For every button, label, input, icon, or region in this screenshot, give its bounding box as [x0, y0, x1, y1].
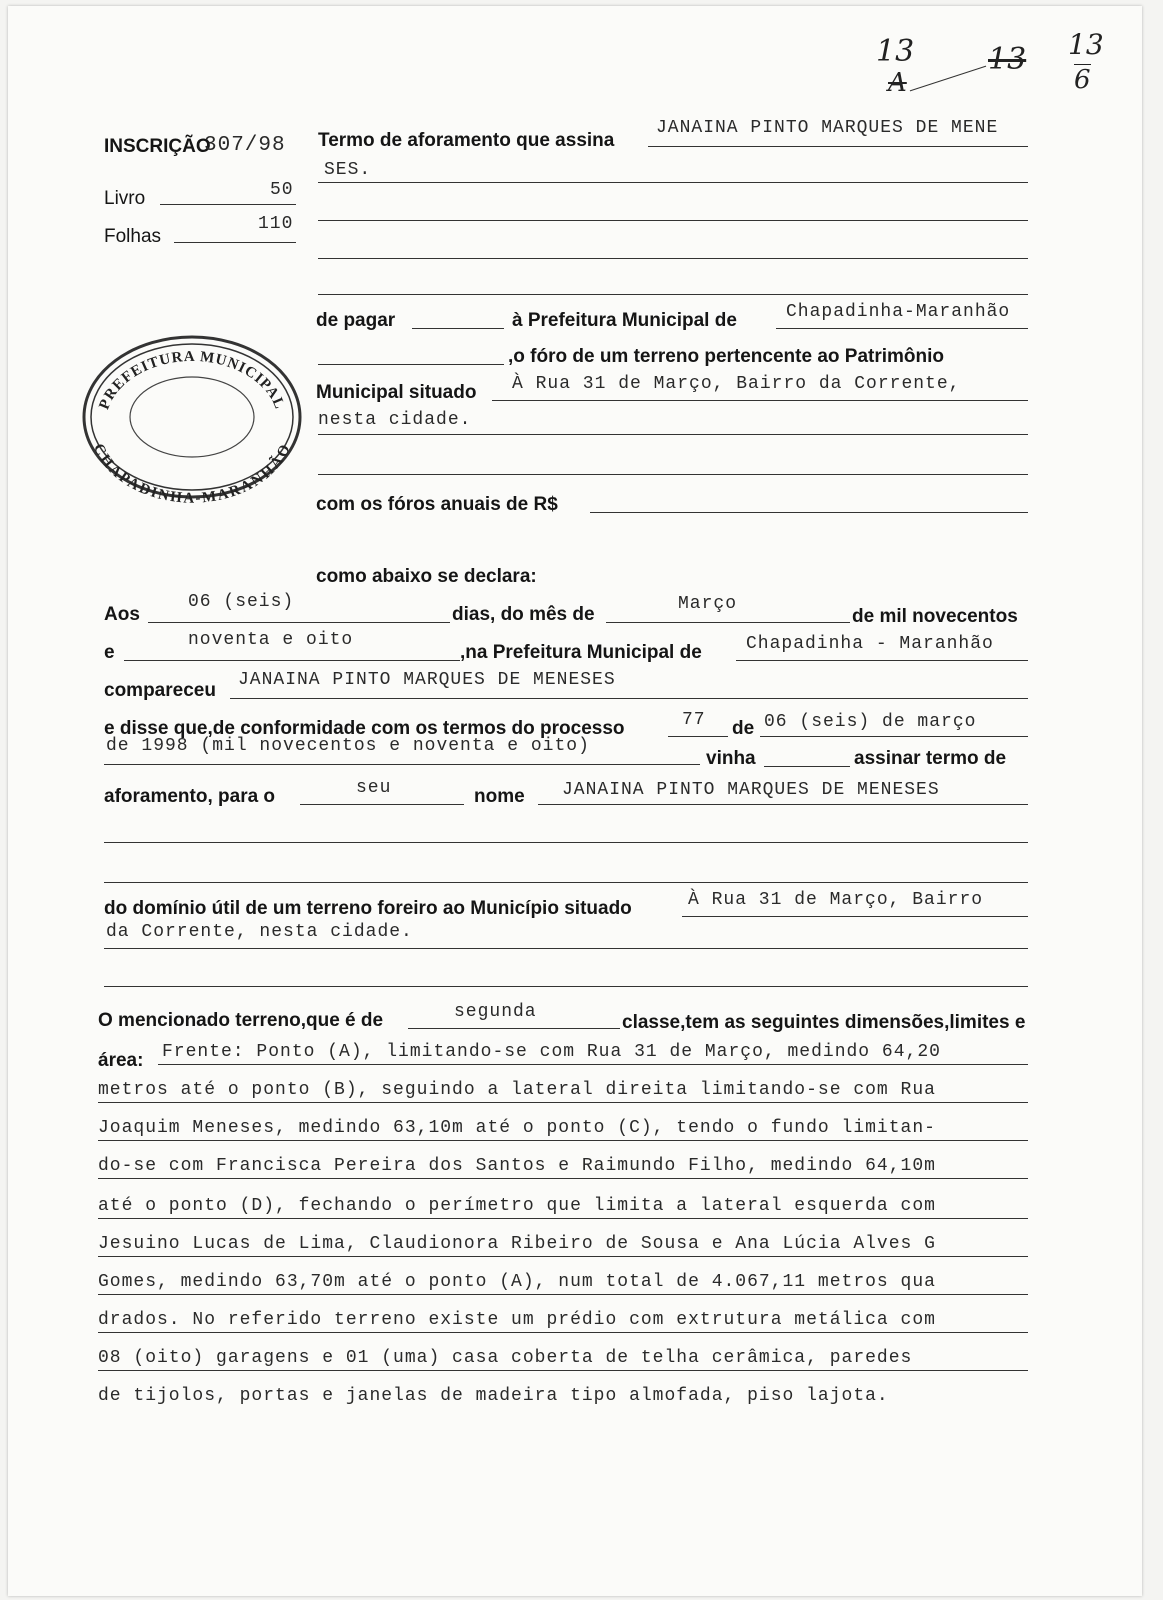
area-line-4: do-se com Francisca Pereira dos Santos e Raimundo Filho, medindo 64,10m [98, 1156, 936, 1176]
como-abaixo-label: como abaixo se declara: [316, 566, 537, 587]
prefeitura-label: à Prefeitura Municipal de [512, 310, 737, 331]
seu-value: seu [356, 778, 392, 798]
area-rule-9 [98, 1370, 1028, 1371]
de-pagar-label: de pagar [316, 310, 396, 331]
termo-label: Termo de aforamento que assina [318, 130, 615, 151]
municipal-stamp [78, 331, 306, 503]
area-line-2: metros até o ponto (B), seguindo a lateral direita limitando-se com Rua [98, 1080, 936, 1100]
area-line-10: de tijolos, portas e janelas de madeira tipo almofada, piso lajota. [98, 1386, 889, 1406]
area-rule-7 [98, 1294, 1028, 1295]
dias-mes-label: dias, do mês de [452, 604, 595, 625]
nome-2-line [538, 804, 1028, 805]
seu-line [300, 804, 464, 805]
handwritten-mark-d: 6 [1074, 65, 1091, 95]
stamp-bottom-text: CHAPADINHA-MARANHÃO [89, 441, 295, 503]
termo-name-1: JANAINA PINTO MARQUES DE MENE [656, 118, 999, 138]
livro-line [160, 204, 296, 205]
vinha-label: vinha [706, 748, 756, 769]
classe-text: classe,tem as seguintes dimensões,limites e [622, 1012, 1026, 1033]
data-processo-line [760, 736, 1028, 737]
termo-line-3 [318, 220, 1028, 221]
dia-value: 06 (seis) [188, 592, 295, 612]
assinar-label: assinar termo de [854, 748, 1007, 769]
area-line-8: drados. No referido terreno existe um prédio com extrutura metálica com [98, 1310, 936, 1330]
municipal-situado-label: Municipal situado [316, 382, 477, 403]
mencionado-label: O mencionado terreno,que é de [98, 1010, 384, 1031]
cidade-2-value: Chapadinha - Maranhão [746, 634, 994, 654]
na-prefeitura-label: ,na Prefeitura Municipal de [460, 642, 702, 663]
handwritten-mark-b: 13 [988, 42, 1027, 77]
area-rule-6 [98, 1256, 1028, 1257]
handwritten-mark-a: 13 [876, 34, 915, 69]
area-line-7: Gomes, medindo 63,70m até o ponto (A), num total de 4.067,11 metros qua [98, 1272, 936, 1292]
area-line-5: até o ponto (D), fechando o perímetro que limita a lateral esquerda com [98, 1196, 936, 1216]
situado-line-2 [318, 434, 1028, 435]
area-line-9: 08 (oito) garagens e 01 (uma) casa coberta de telha cerâmica, paredes [98, 1348, 913, 1368]
nome-label: nome [474, 786, 525, 807]
classe-line [408, 1028, 620, 1029]
area-label: área: [98, 1050, 144, 1071]
svg-text:CHAPADINHA-MARANHÃO [90, 441, 294, 503]
classe-value: segunda [454, 1002, 537, 1022]
foro-blank-line [318, 364, 504, 365]
processo-line [668, 736, 728, 737]
foros-anuais-line [590, 512, 1028, 513]
nome-2-value: JANAINA PINTO MARQUES DE MENESES [562, 780, 940, 800]
processo-value: 77 [682, 710, 706, 730]
nome-line-3 [104, 882, 1028, 883]
handwritten-strike-a: A [888, 68, 907, 98]
mil-novecentos-label: de mil novecentos [852, 606, 1018, 627]
folhas-value: 110 [258, 214, 294, 234]
folhas-label: Folhas [104, 226, 162, 247]
dominio-line-1 [682, 916, 1028, 917]
aos-label: Aos [104, 604, 140, 625]
handwritten-mark-c: 13 [1068, 28, 1104, 61]
nome-line-2 [104, 842, 1028, 843]
area-rule-8 [98, 1332, 1028, 1333]
area-rule-5 [98, 1218, 1028, 1219]
ano-value: noventa e oito [188, 630, 354, 650]
foro-text: ,o fóro de um terreno pertencente ao Patrimônio [508, 346, 945, 367]
area-line-3: Joaquim Meneses, medindo 63,10m até o ponto (C), tendo o fundo limitan- [98, 1118, 936, 1138]
folhas-line [174, 242, 296, 243]
data-processo-1-value: 06 (seis) de março [764, 712, 977, 732]
data-processo-2-value: de 1998 (mil novecentos e noventa e oito) [106, 736, 590, 756]
data-processo-line-2 [104, 764, 700, 765]
vinha-line [764, 766, 850, 767]
area-line-1: Frente: Ponto (A), limitando-se com Rua 31 de Março, medindo 64,20 [162, 1042, 941, 1062]
termo-line-1 [648, 146, 1028, 147]
area-rule-4 [98, 1178, 1028, 1179]
termo-line-2 [318, 182, 1028, 183]
dia-line [148, 622, 450, 623]
e-label: e [104, 642, 115, 663]
cidade-2-line [736, 660, 1028, 661]
document-page [8, 6, 1142, 1596]
situado-line-1 [492, 400, 1028, 401]
situado-1-value: À Rua 31 de Março, Bairro da Corrente, [512, 374, 961, 394]
cidade-1-line [776, 328, 1028, 329]
compareceu-label: compareceu [104, 680, 216, 701]
termo-name-2: SES. [324, 160, 372, 180]
stamp-top-text: PREFEITURA MUNICIPAL [96, 348, 288, 412]
dominio-1-value: À Rua 31 de Março, Bairro [688, 890, 984, 910]
situado-line-3 [318, 474, 1028, 475]
disse-que-label: e disse que,de conformidade com os termos do processo [104, 718, 625, 739]
ano-line [124, 660, 460, 661]
cidade-1-value: Chapadinha-Maranhão [786, 302, 1011, 322]
dominio-line-2 [104, 948, 1028, 949]
area-rule-1 [158, 1064, 1028, 1065]
foros-anuais-label: com os fóros anuais de R$ [316, 494, 558, 515]
de-label: de [732, 718, 755, 739]
area-rule-3 [98, 1140, 1028, 1141]
compareceu-line [230, 698, 1028, 699]
dominio-line-3 [104, 986, 1028, 987]
corner-stroke [910, 66, 986, 92]
livro-label: Livro [104, 188, 146, 209]
termo-line-4 [318, 258, 1028, 259]
inscricao-value: 307/98 [204, 134, 286, 157]
situado-2-value: nesta cidade. [318, 410, 472, 430]
aforamento-para-label: aforamento, para o [104, 786, 276, 807]
dominio-label: do domínio útil de um terreno foreiro ao Município situado [104, 898, 632, 919]
de-pagar-line [412, 328, 504, 329]
area-line-6: Jesuino Lucas de Lima, Claudionora Ribeiro de Sousa e Ana Lúcia Alves G [98, 1234, 936, 1254]
inscricao-label: INSCRIÇÃO [104, 136, 211, 157]
livro-value: 50 [270, 180, 294, 200]
termo-line-5 [318, 294, 1028, 295]
mes-value: Março [678, 594, 738, 614]
nome-1-value: JANAINA PINTO MARQUES DE MENESES [238, 670, 616, 690]
dominio-2-value: da Corrente, nesta cidade. [106, 922, 413, 942]
svg-text:PREFEITURA MUNICIPAL [96, 349, 287, 412]
area-rule-2 [98, 1102, 1028, 1103]
mes-line [606, 622, 850, 623]
